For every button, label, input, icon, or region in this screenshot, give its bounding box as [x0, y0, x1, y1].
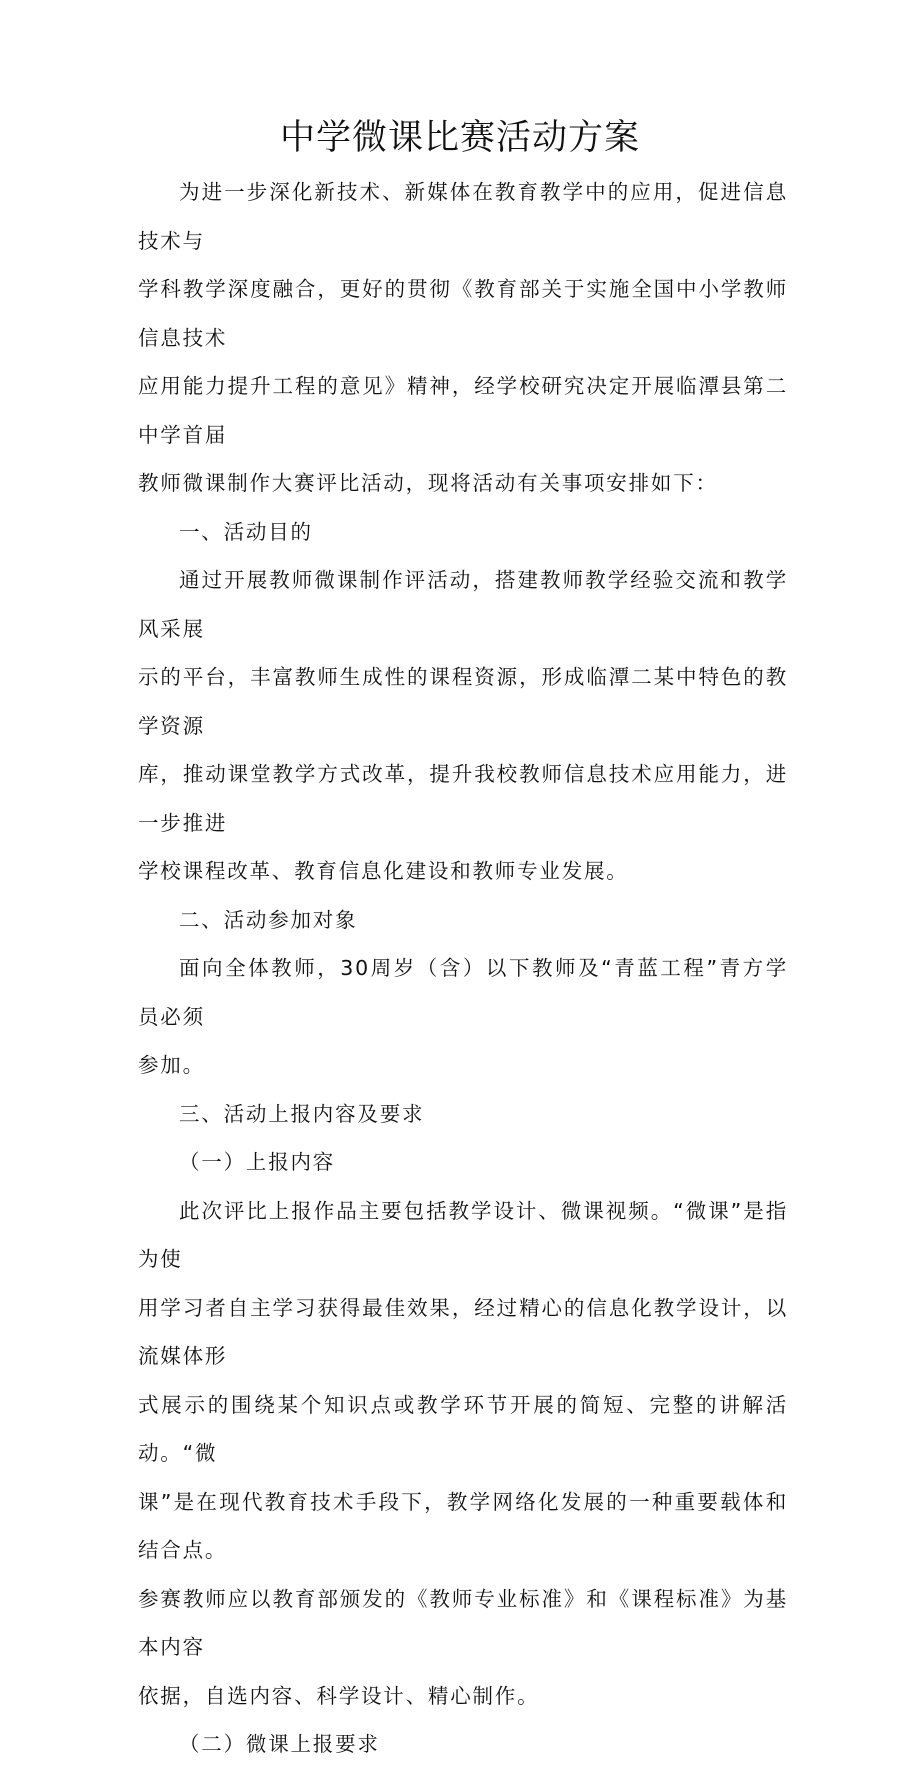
purpose-paragraph: 通过开展教师微课制作评活动，搭建教师教学经验交流和教学风采展 示的平台，丰富教师生成性的课程资源，形成临潭二某中特色的教学资源 库，推动课堂教学方式改革，提升我校教师信息技术应用能力，进一步推进 学校课程改革、教育信息化建设和教师专业发展。 — [138, 568, 788, 883]
section-heading-purpose: 一、活动目的 — [179, 519, 313, 544]
subsection-heading-content: （一）上报内容 — [179, 1150, 336, 1174]
document-body — [138, 168, 788, 1769]
section-heading-participants: 二、活动参加对象 — [179, 907, 358, 932]
section-heading-requirements: 三、活动上报内容及要求 — [179, 1101, 425, 1126]
participants-paragraph: 面向全体教师，30周岁（含）以下教师及“青蓝工程”青方学员必须 参加。 — [138, 956, 788, 1077]
intro-paragraph: 为进一步深化新技术、新媒体在教育教学中的应用，促进信息技术与 学科教学深度融合，更好的贯彻《教育部关于实施全国中小学教师信息技术 应用能力提升工程的意见》精神，经学校研究决定开展临潭县第二中学首届 教师微课制作大赛评比活动，现将活动有关事项安排如下： — [138, 180, 788, 495]
document-title: 中学微课比赛活动方案 — [279, 118, 640, 158]
content-paragraph: 此次评比上报作品主要包括教学设计、微课视频。“微课”是指为使 用学习者自主学习获得最佳效果，经过精心的信息化教学设计，以流媒体形 式展示的围绕某个知识点或教学环节开展的简短、完整的讲解活动。“微 课”是在现代教育技术手段下，教学网络化发展的一种重要载体和结合点。 参赛教师应以教育部颁发的《教师专业标准》和《课程标准》为基本内容 依据，自选内容、科学设计、精心制作。 — [138, 1198, 788, 1708]
subsection-heading-microlesson-requirements: （二）微课上报要求 — [179, 1732, 380, 1756]
